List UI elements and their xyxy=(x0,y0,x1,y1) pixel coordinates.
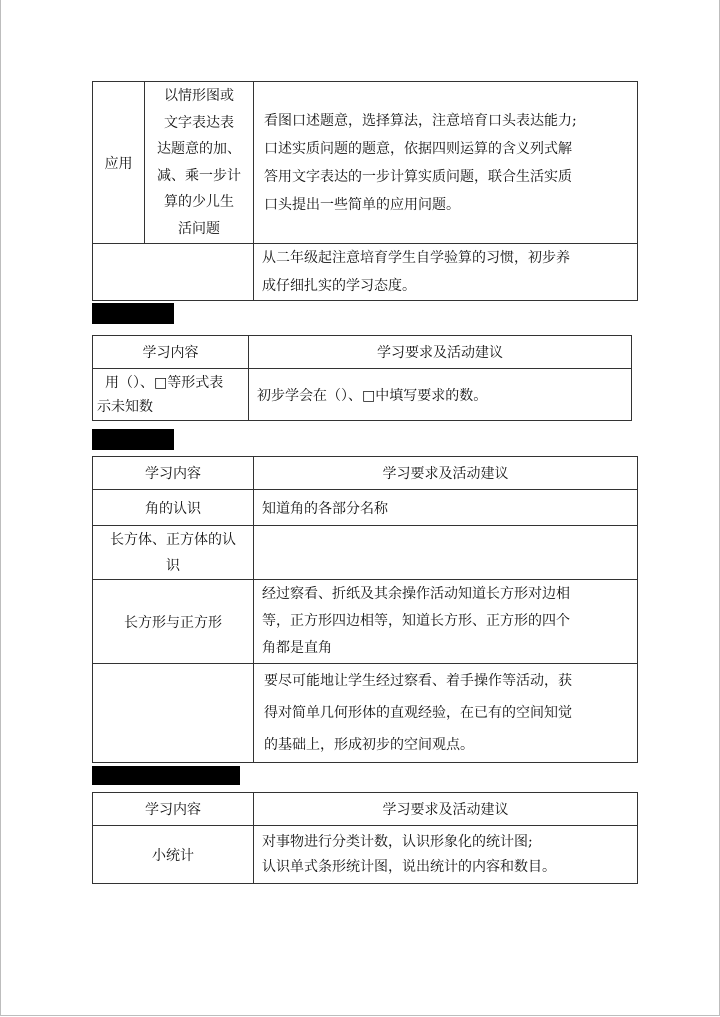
content-line: 达题意的加、 xyxy=(157,141,241,157)
header-requirement: 学习要求及活动建议 xyxy=(254,457,638,490)
content-line: 算的少儿生 xyxy=(164,194,234,210)
requirement-cell xyxy=(254,664,638,763)
header-content: 学习内容 xyxy=(93,336,249,369)
table-statistics xyxy=(92,792,638,884)
requirement-line: 知道角的各部分名称 xyxy=(262,500,388,517)
requirement-line: 从二年级起注意培育学生自学验算的习惯，初步养 xyxy=(262,250,570,266)
content-line: 以情形图或 xyxy=(164,88,234,104)
header-content: 学习内容 xyxy=(93,793,254,826)
redacted-heading xyxy=(92,303,174,324)
table-row xyxy=(93,369,632,421)
requirement-cell xyxy=(254,82,638,244)
requirement-line: 口述实质问题的题意，依据四则运算的含义列式解 xyxy=(264,140,572,157)
requirement-cell xyxy=(254,580,638,664)
table-unknowns xyxy=(92,335,632,421)
requirement-cell xyxy=(254,490,638,526)
requirement-line: 答用文字表达的一步计算实质问题，联合生活实质 xyxy=(264,168,572,185)
content-cell xyxy=(93,490,254,526)
table-row xyxy=(93,580,638,664)
table-header-row xyxy=(93,336,632,369)
content-line: 活问题 xyxy=(178,220,220,237)
requirement-line: 等，正方形四边相等，知道长方形、正方形的四个 xyxy=(262,613,570,629)
header-requirement: 学习要求及活动建议 xyxy=(249,336,632,369)
empty-cell xyxy=(93,664,254,763)
redacted-heading xyxy=(92,429,174,450)
content-cell xyxy=(93,826,254,884)
content-line: 文字表达表 xyxy=(164,114,234,131)
requirement-cell xyxy=(254,526,638,580)
requirement-line: 得对简单几何形体的直观经验，在已有的空间知觉 xyxy=(264,705,572,721)
content-line: 示未知数 xyxy=(97,398,153,415)
table-row xyxy=(93,490,638,526)
content-cell xyxy=(93,580,254,664)
requirement-line: 认识单式条形统计图，说出统计的内容和数目。 xyxy=(262,858,556,875)
requirement-line: 的基础上，形成初步的空间观点。 xyxy=(264,737,474,753)
content-line: 角的认识 xyxy=(145,500,201,517)
requirement-cell: 初步学会在（）、□中填写要求的数。 xyxy=(249,369,632,421)
requirement-line: 对事物进行分类计数，认识形象化的统计图; xyxy=(262,833,533,850)
content-line: 长方体、正方体的认 xyxy=(110,531,236,548)
table-row xyxy=(93,82,638,244)
category-cell xyxy=(93,82,145,244)
category-label: 应用 xyxy=(104,155,133,172)
empty-cell xyxy=(93,244,254,301)
table-geometry xyxy=(92,456,638,763)
table-header-row xyxy=(93,793,638,826)
content-line: 识 xyxy=(166,557,180,574)
table-header-row xyxy=(93,457,638,490)
requirement-line: 经过察看、折纸及其余操作活动知道长方形对边相 xyxy=(262,586,570,602)
content-line: 用（）、□等形式表 xyxy=(105,374,224,391)
requirement-line: 角都是直角 xyxy=(262,640,332,656)
table-row xyxy=(93,826,638,884)
requirement-line: 成仔细扎实的学习态度。 xyxy=(262,278,416,294)
content-line: 小统计 xyxy=(152,847,194,864)
redacted-heading xyxy=(92,766,240,785)
header-content: 学习内容 xyxy=(93,457,254,490)
table-application xyxy=(92,81,638,301)
content-line: 长方形与正方形 xyxy=(124,614,222,631)
requirement-cell xyxy=(254,826,638,884)
content-line: 减、乘一步计 xyxy=(157,167,241,184)
content-cell xyxy=(93,526,254,580)
content-cell xyxy=(93,369,249,421)
requirement-line: 要尽可能地让学生经过察看、着手操作等活动，获 xyxy=(264,673,572,689)
table-row xyxy=(93,526,638,580)
requirement-cell xyxy=(254,244,638,301)
header-requirement: 学习要求及活动建议 xyxy=(254,793,638,826)
table-row xyxy=(93,244,638,301)
requirement-line: 口头提出一些简单的应用问题。 xyxy=(264,196,460,213)
table-row xyxy=(93,664,638,763)
requirement-line: 看图口述题意，选择算法，注意培育口头表达能力; xyxy=(264,112,577,129)
content-cell xyxy=(145,82,254,244)
